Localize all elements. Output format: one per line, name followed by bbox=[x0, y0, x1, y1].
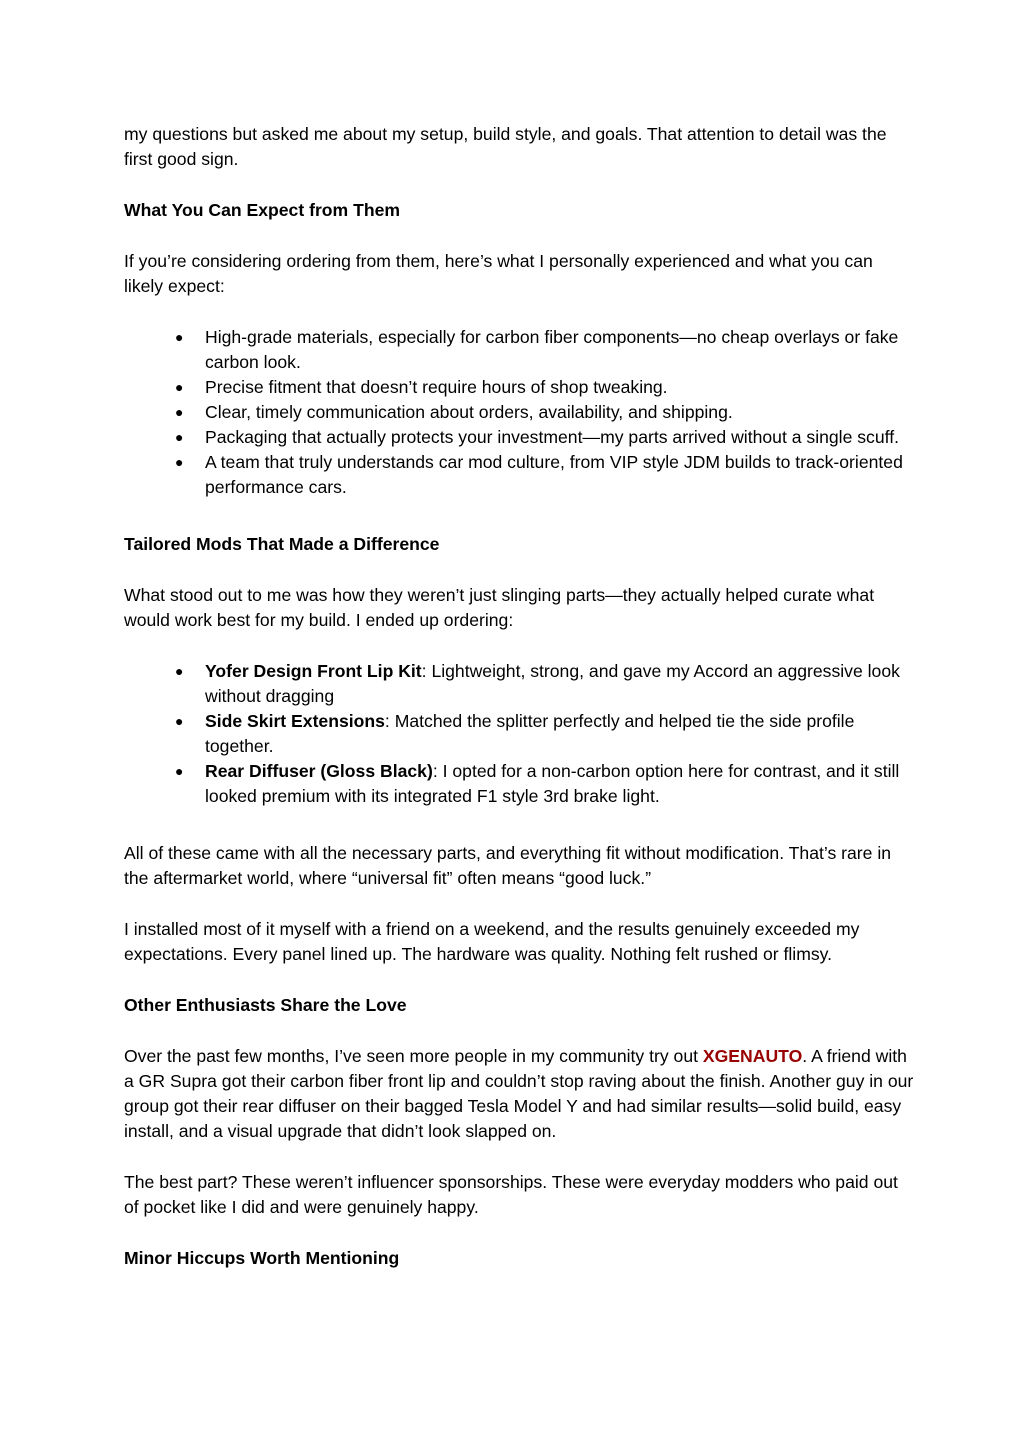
mod-desc: : Lightweight, strong, and gave my Accord an aggressive look without dragging bbox=[205, 661, 900, 706]
list-item: ● Precise fitment that doesn’t require hours of shop tweaking. bbox=[205, 375, 914, 400]
mod-desc: : Matched the splitter perfectly and helped tie the side profile together. bbox=[205, 711, 855, 756]
mods-install-paragraph: I installed most of it myself with a friend on a weekend, and the results genuinely exceeded my expectations. Every panel lined up. The hardware was quality. Nothing felt rushed or flimsy. bbox=[124, 919, 860, 964]
heading-expect: What You Can Expect from Them bbox=[124, 200, 400, 220]
list-item: ● Clear, timely communication about orders, availability, and shipping. bbox=[205, 400, 914, 425]
community-paragraph-2: The best part? These weren’t influencer sponsorships. These were everyday modders who paid out of pocket like I did and were genuinely happy. bbox=[124, 1172, 898, 1217]
mod-name: Rear Diffuser (Gloss Black) bbox=[205, 761, 433, 781]
bullet-icon: ● bbox=[175, 713, 184, 729]
bullet-icon: ● bbox=[175, 663, 184, 679]
list-item bbox=[175, 709, 914, 759]
expect-list bbox=[124, 325, 914, 500]
list-item bbox=[175, 759, 914, 809]
bullet-icon: ● bbox=[175, 379, 184, 395]
bullet-icon: ● bbox=[175, 454, 184, 470]
bullet-icon: ● bbox=[175, 404, 184, 420]
heading-community: Other Enthusiasts Share the Love bbox=[124, 995, 407, 1015]
mods-fit-paragraph: All of these came with all the necessary parts, and everything fit without modification. That’s rare in the aftermarket world, where “universal fit” often means “good luck.” bbox=[124, 843, 892, 888]
brand-link[interactable]: XGENAUTO bbox=[702, 1046, 803, 1066]
expect-intro: If you’re considering ordering from them, here’s what I personally experienced and what you can likely expect: bbox=[124, 251, 873, 296]
list-item bbox=[175, 659, 914, 709]
list-item: ● Packaging that actually protects your investment—my parts arrived without a single scuff. bbox=[205, 425, 914, 450]
mod-name: Yofer Design Front Lip Kit bbox=[205, 661, 422, 681]
heading-hiccups: Minor Hiccups Worth Mentioning bbox=[124, 1248, 400, 1268]
bullet-icon: ● bbox=[175, 329, 184, 345]
list-item: ● High-grade materials, especially for carbon fiber components—no cheap overlays or fake carbon look. bbox=[175, 327, 899, 372]
list-item: ● A team that truly understands car mod culture, from VIP style JDM builds to track-oriented performance cars. bbox=[175, 452, 903, 497]
community-paragraph: Over the past few months, I’ve seen more people in my community try out XGENAUTO. A friend with a GR Supra got their carbon fiber front lip and couldn’t stop raving about the finish. Another guy in our group got their rear diffuser on their bagged Tesla Model Y and had similar results—solid build, easy install, and a visual upgrade that didn’t look slapped on. bbox=[124, 1046, 914, 1141]
bullet-icon: ● bbox=[175, 763, 184, 779]
mods-intro: What stood out to me was how they weren’t just slinging parts—they actually helped curate what would work best for my build. I ended up ordering: bbox=[124, 585, 875, 630]
intro-paragraph: my questions but asked me about my setup, build style, and goals. That attention to detail was the first good sign. bbox=[124, 124, 887, 169]
heading-mods: Tailored Mods That Made a Difference bbox=[124, 534, 440, 554]
mod-desc: : I opted for a non-carbon option here for contrast, and it still looked premium with its integrated F1 style 3rd brake light. bbox=[205, 761, 900, 806]
bullet-icon: ● bbox=[175, 429, 184, 445]
mod-name: Side Skirt Extensions bbox=[205, 711, 385, 731]
document-page bbox=[124, 122, 914, 1297]
mods-list bbox=[124, 659, 914, 809]
